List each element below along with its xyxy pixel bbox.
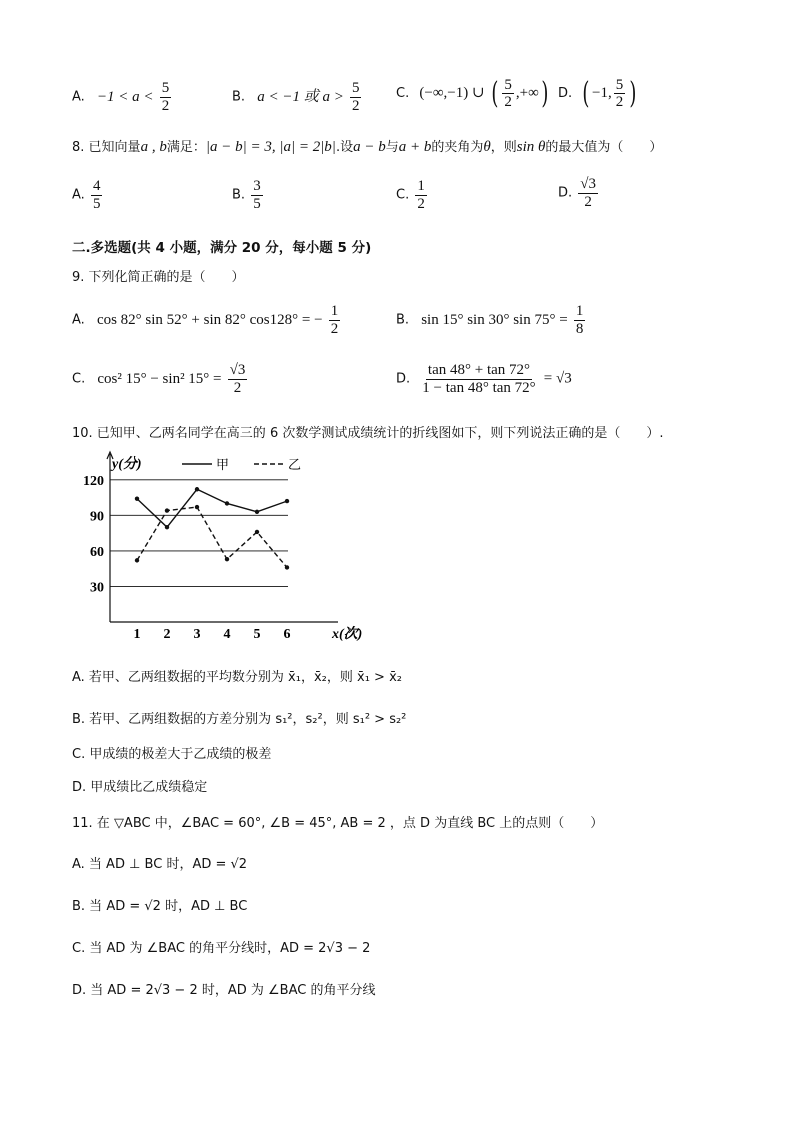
q10-option-c[interactable]: C. 甲成绩的极差大于乙成绩的极差 — [72, 747, 272, 762]
paren-right: ) — [629, 76, 637, 111]
q11-option-a[interactable]: A. 当 AD ⊥ BC 时，AD = √2 — [72, 857, 248, 872]
stem-text: 与 — [385, 140, 399, 155]
x-axis-label: x(次) — [332, 627, 363, 642]
data-point — [285, 499, 289, 503]
q7-option-c[interactable] — [396, 76, 551, 111]
option-expr: cos 82° sin 52° + sin 82° cos128° = − — [96, 311, 323, 328]
q8-option-b[interactable] — [232, 178, 265, 212]
q9-option-d[interactable] — [396, 362, 572, 396]
question-number: 8. — [72, 140, 85, 155]
fraction: $\frac{1}{8}$ — [575, 303, 584, 337]
vector-ab: a , b — [140, 139, 167, 155]
q10-option-b[interactable]: B. 若甲、乙两组数据的方差分别为 s₁²，s₂²，则 s₁² > s₂² — [72, 712, 407, 727]
y-tick-label: 120 — [83, 473, 104, 489]
stem-text: 已知向量 — [88, 140, 141, 155]
paren-right: ) — [541, 76, 549, 111]
data-point — [285, 565, 289, 569]
data-point — [135, 497, 139, 501]
data-point — [225, 501, 229, 505]
option-label: A. — [72, 89, 85, 105]
fraction: $\frac{5}{2}$ — [351, 80, 360, 114]
q11-option-d[interactable]: D. 当 AD = 2√3 − 2 时，AD 为 ∠BAC 的角平分线 — [72, 983, 376, 998]
q8-option-d[interactable] — [558, 176, 600, 210]
stem-text: 满足： — [166, 140, 206, 155]
data-point — [225, 557, 229, 561]
q9-option-c[interactable] — [72, 362, 249, 396]
data-point — [255, 530, 259, 534]
option-tail: = √3 — [543, 370, 572, 387]
option-label: B. — [396, 312, 410, 328]
q7-option-a[interactable] — [72, 80, 173, 114]
q8-option-c[interactable] — [396, 178, 429, 212]
vector-sum: a + b — [398, 139, 432, 155]
stem-text: 的夹角为 — [431, 140, 484, 155]
section-heading: 二.多选题(共 4 小题，满分 20 分，每小题 5 分) — [72, 240, 372, 256]
y-tick-label: 60 — [90, 544, 104, 560]
option-label: D. — [558, 86, 573, 101]
theta-symbol: θ — [483, 139, 491, 155]
q9-stem: 9. 下列化简正确的是（ ） — [72, 270, 245, 285]
x-tick-label: 4 — [223, 627, 231, 642]
fraction: $\frac{\tan 48^\circ + \tan 72^\circ}{1 - \tan 48^\circ \tan 72^\circ}$ — [422, 362, 536, 396]
option-expr: sin 15° sin 30° sin 75° = — [421, 311, 568, 328]
x-tick-label: 1 — [133, 627, 141, 642]
series-line-1 — [137, 489, 287, 527]
stem-text: ，则 — [490, 140, 517, 155]
data-point — [165, 508, 169, 512]
sin-theta: sin θ — [516, 139, 546, 155]
option-label: C. — [396, 86, 410, 101]
legend-label: 甲 — [216, 457, 230, 472]
option-label: B. — [232, 187, 246, 203]
option-label: D. — [396, 371, 411, 387]
fraction: $\frac{5}{2}$ — [504, 76, 512, 110]
option-expr: −1, — [592, 85, 612, 101]
q9-option-a[interactable] — [72, 303, 342, 337]
vector-condition: |a − b| = 3, |a| = 2|b| — [205, 139, 336, 155]
vector-diff: a − b — [353, 139, 386, 155]
fraction: $\frac{4}{5}$ — [92, 178, 101, 212]
series-line-2 — [137, 507, 287, 567]
option-tail: ,+∞ — [515, 85, 539, 101]
x-tick-label: 3 — [193, 627, 201, 642]
q8-option-a[interactable] — [72, 178, 104, 212]
x-tick-label: 6 — [283, 627, 291, 642]
fraction: $\frac{√3}{2}$ — [229, 362, 246, 396]
fraction: $\frac{√3}{2}$ — [580, 176, 597, 210]
y-tick-label: 30 — [90, 580, 104, 596]
data-point — [195, 505, 199, 509]
q11-option-c[interactable]: C. 当 AD 为 ∠BAC 的角平分线时，AD = 2√3 − 2 — [72, 941, 371, 956]
legend-label: 乙 — [288, 457, 302, 472]
line-chart — [70, 448, 390, 648]
q10-stem: 10. 已知甲、乙两名同学在高三的 6 次数学测试成绩统计的折线图如下，则下列说法正确的是（ ）. — [72, 426, 664, 441]
option-label: A. — [72, 312, 85, 328]
fraction: $\frac{1}{2}$ — [330, 303, 339, 337]
fraction: $\frac{1}{2}$ — [417, 178, 425, 212]
x-tick-label: 5 — [253, 627, 261, 642]
option-label: C. — [72, 371, 86, 387]
y-tick-label: 90 — [90, 509, 104, 525]
option-expr: −1 < a < — [96, 88, 154, 105]
option-expr: a < −1 或 a > — [257, 88, 344, 105]
q8-stem — [72, 136, 662, 156]
fraction: $\frac{3}{5}$ — [253, 178, 261, 212]
data-point — [165, 525, 169, 529]
option-label: C. — [396, 187, 410, 203]
q9-option-b[interactable] — [396, 303, 587, 337]
data-point — [195, 487, 199, 491]
data-point — [255, 510, 259, 514]
y-axis-label: y(分) — [112, 457, 142, 472]
option-expr: (−∞,−1) ∪ — [419, 85, 485, 101]
q7-option-b[interactable] — [232, 80, 363, 114]
q10-option-a[interactable]: A. 若甲、乙两组数据的平均数分别为 x̄₁，x̄₂，则 x̄₁ > x̄₂ — [72, 670, 402, 685]
q7-option-d[interactable] — [558, 76, 639, 111]
x-tick-label: 2 — [163, 627, 171, 642]
option-label: A. — [72, 187, 85, 203]
stem-text: .设 — [335, 140, 354, 155]
q11-stem: 11. 在 ▽ABC 中，∠BAC = 60°, ∠B = 45°, AB = 2 ，点 D 为直线 BC 上的点则（ ） — [72, 816, 604, 831]
stem-text: 的最大值为（ ） — [545, 140, 663, 155]
paren-left: ( — [582, 76, 590, 111]
data-point — [135, 558, 139, 562]
option-label: D. — [558, 185, 573, 201]
option-expr: cos² 15° − sin² 15° = — [97, 370, 222, 387]
q11-option-b[interactable]: B. 当 AD = √2 时，AD ⊥ BC — [72, 899, 248, 914]
fraction: $\frac{5}{2}$ — [161, 80, 170, 114]
q10-option-d[interactable]: D. 甲成绩比乙成绩稳定 — [72, 780, 208, 795]
paren-left: ( — [491, 76, 499, 111]
fraction: $\frac{5}{2}$ — [615, 76, 624, 110]
option-label: B. — [232, 89, 246, 105]
